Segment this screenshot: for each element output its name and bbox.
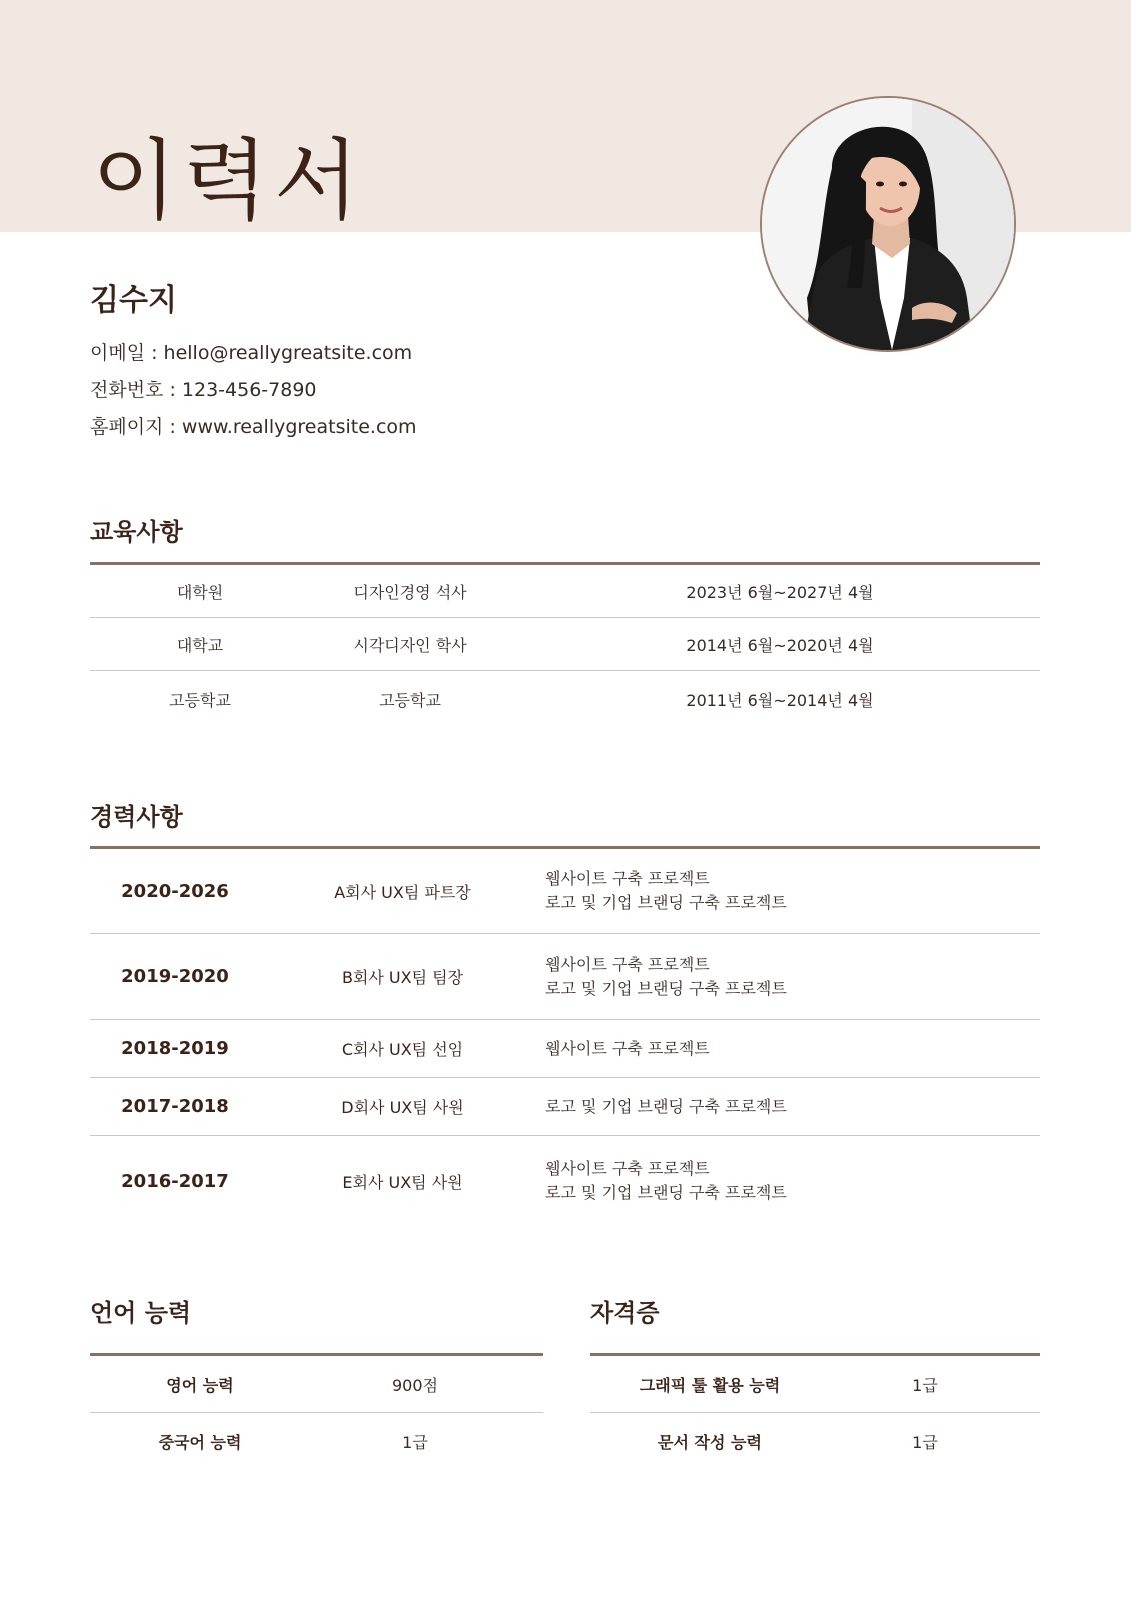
education-level: 고등학교 <box>169 690 231 710</box>
experience-task: 로고 및 기업 브랜딩 구축 프로젝트 <box>545 1183 787 1202</box>
education-degree: 시각디자인 학사 <box>353 635 467 655</box>
experience-task: 웹사이트 구축 프로젝트 <box>545 1038 710 1058</box>
experience-row <box>90 1136 1040 1226</box>
language-row <box>90 1356 543 1413</box>
contact-info <box>90 338 417 449</box>
language-score: 900점 <box>392 1375 438 1395</box>
language-heading: 언어 능력 <box>90 1299 192 1327</box>
education-degree: 디자인경영 석사 <box>353 582 467 602</box>
language-score: 1급 <box>402 1433 428 1452</box>
experience-tasks <box>545 849 945 933</box>
homepage-value[interactable]: www.reallygreatsite.com <box>181 416 417 438</box>
experience-years: 2020-2026 <box>121 880 229 902</box>
language-skill: 영어 능력 <box>166 1375 234 1395</box>
experience-task: 웹사이트 구축 프로젝트 <box>545 1159 710 1178</box>
language-row <box>90 1413 543 1470</box>
email-label: 이메일 : <box>90 342 164 364</box>
experience-years: 2019-2020 <box>121 966 229 987</box>
certificate-row <box>590 1356 1040 1413</box>
certificate-row <box>590 1413 1040 1470</box>
education-row <box>90 618 1040 671</box>
experience-task: 로고 및 기업 브랜딩 구축 프로젝트 <box>545 893 787 912</box>
experience-role: C회사 UX팀 선임 <box>341 1040 464 1059</box>
contact-homepage-row <box>90 412 417 449</box>
certificate-name: 문서 작성 능력 <box>658 1433 762 1452</box>
education-period: 2011년 6월~2014년 4월 <box>686 690 874 710</box>
education-period: 2023년 6월~2027년 4월 <box>686 582 874 602</box>
experience-tasks <box>545 1136 945 1226</box>
experience-heading: 경력사항 <box>90 803 183 831</box>
certificate-name: 그래픽 툴 활용 능력 <box>639 1375 781 1395</box>
experience-task: 웹사이트 구축 프로젝트 <box>545 869 710 888</box>
certificate-grade: 1급 <box>912 1433 938 1452</box>
education-period: 2014년 6월~2020년 4월 <box>686 635 874 655</box>
certificates-heading: 자격증 <box>590 1299 660 1327</box>
experience-role: D회사 UX팀 사원 <box>341 1098 464 1117</box>
experience-row <box>90 849 1040 934</box>
email-value[interactable]: hello@reallygreatsite.com <box>163 342 413 364</box>
experience-row <box>90 1020 1040 1078</box>
experience-years: 2016-2017 <box>121 1170 229 1192</box>
experience-role: E회사 UX팀 사원 <box>342 1172 463 1192</box>
language-skill: 중국어 능력 <box>158 1433 242 1452</box>
profile-photo <box>760 96 1016 352</box>
experience-role: B회사 UX팀 팀장 <box>341 968 464 987</box>
education-level: 대학교 <box>176 635 224 655</box>
applicant-name: 김수지 <box>90 283 177 318</box>
education-level: 대학원 <box>176 582 224 602</box>
education-degree: 고등학교 <box>379 690 441 710</box>
experience-row <box>90 1078 1040 1136</box>
contact-email-row <box>90 338 417 375</box>
experience-years: 2018-2019 <box>121 1038 229 1059</box>
document-title: 이력서 <box>92 128 366 232</box>
experience-years: 2017-2018 <box>121 1096 229 1117</box>
phone-value: 123-456-7890 <box>181 379 317 401</box>
certificate-grade: 1급 <box>912 1375 938 1395</box>
experience-task: 로고 및 기업 브랜딩 구축 프로젝트 <box>545 978 787 998</box>
experience-tasks <box>545 1078 945 1135</box>
contact-phone-row <box>90 375 417 412</box>
experience-row <box>90 934 1040 1020</box>
phone-label: 전화번호 : <box>90 379 182 401</box>
experience-tasks <box>545 1020 945 1077</box>
education-row <box>90 565 1040 618</box>
homepage-label: 홈페이지 : <box>90 416 182 438</box>
experience-role: A회사 UX팀 파트장 <box>334 882 471 902</box>
experience-task: 웹사이트 구축 프로젝트 <box>545 954 710 974</box>
education-row <box>90 671 1040 727</box>
experience-tasks <box>545 934 945 1019</box>
experience-task: 로고 및 기업 브랜딩 구축 프로젝트 <box>545 1096 787 1116</box>
education-heading: 교육사항 <box>90 518 183 546</box>
